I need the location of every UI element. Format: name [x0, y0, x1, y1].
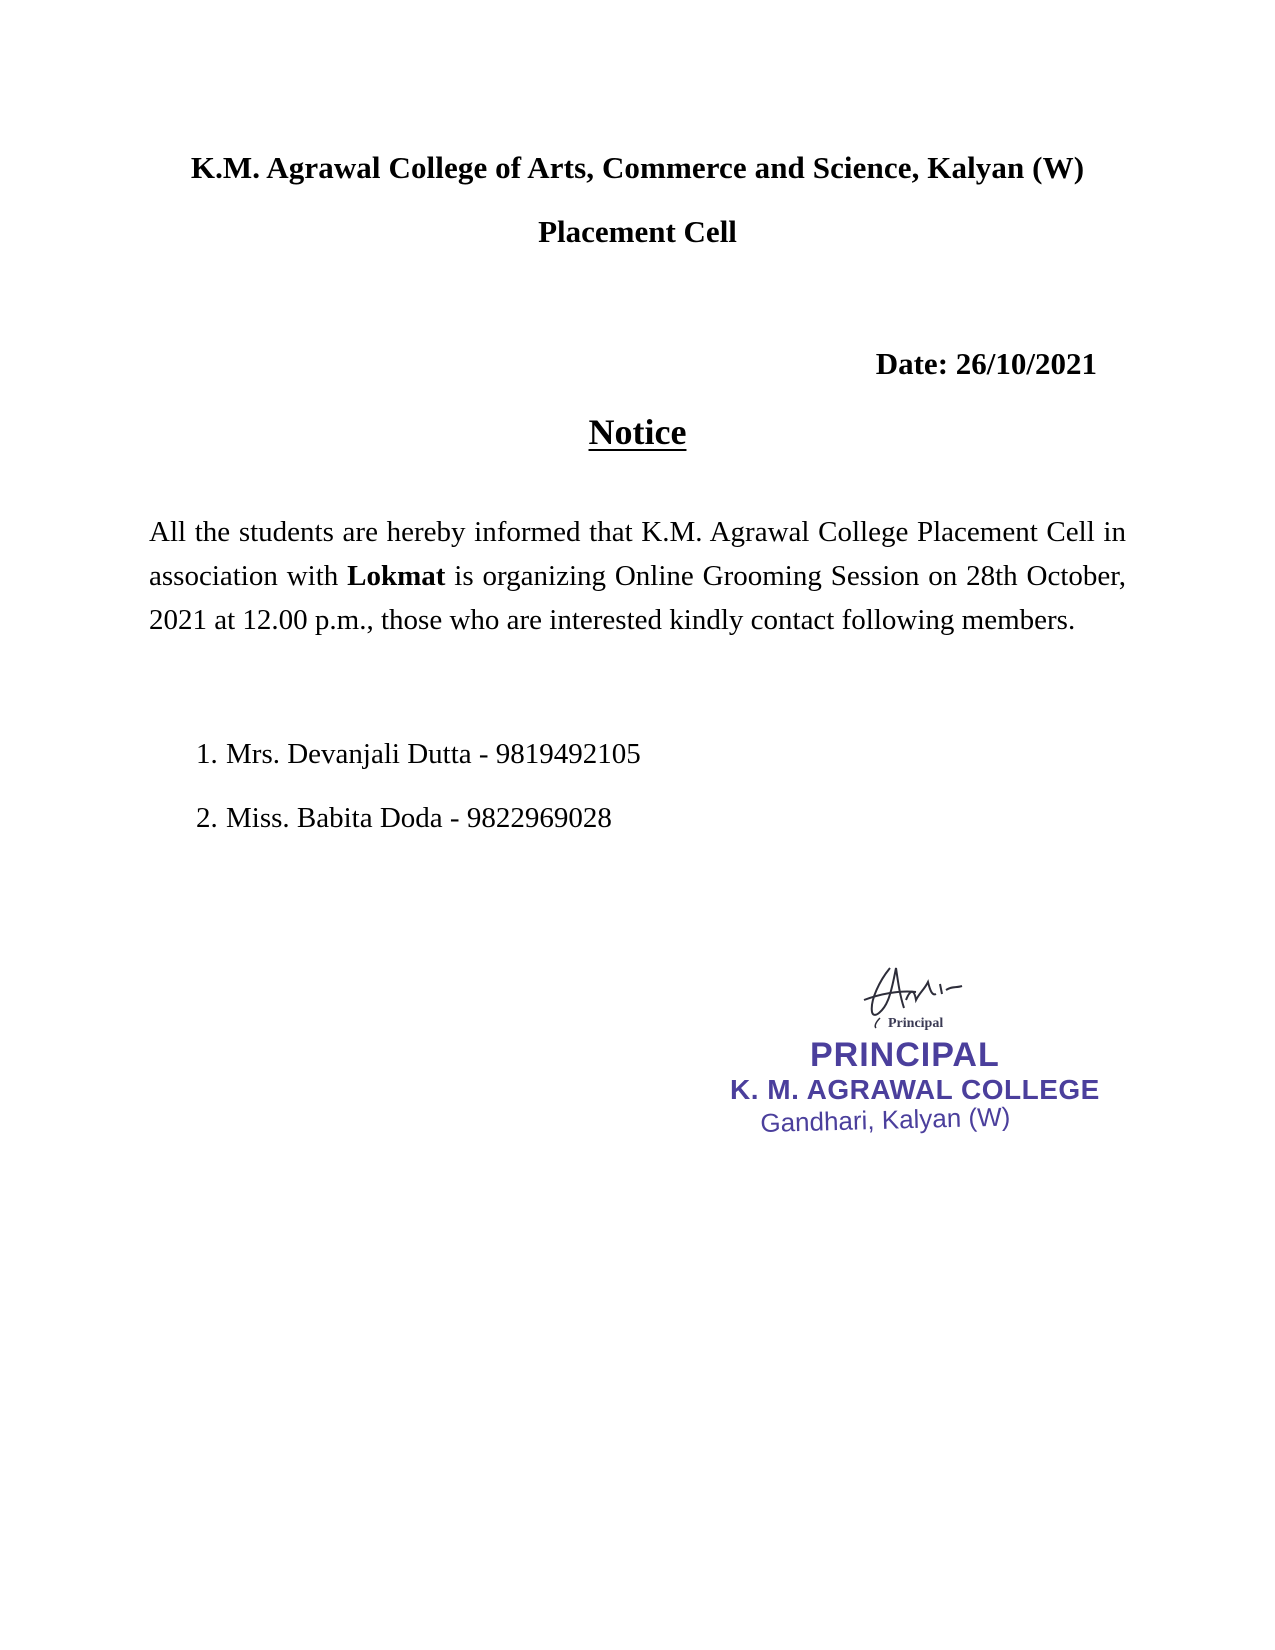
- notice-title: Notice: [588, 412, 687, 452]
- stamp-title: PRINCIPAL: [810, 1036, 1000, 1074]
- list-item: [196, 801, 641, 865]
- list-item: [196, 737, 641, 801]
- college-name: K.M. Agrawal College of Arts, Commerce and Science, Kalyan (W): [190, 150, 1085, 185]
- list-item-number: 1.: [196, 738, 218, 770]
- notice-date: Date: 26/10/2021: [875, 346, 1097, 381]
- cell-name: Placement Cell: [538, 214, 737, 249]
- partner-name: Lokmat: [347, 560, 446, 592]
- signature-label: Principal: [888, 1016, 944, 1031]
- signature-stamp: [730, 960, 1100, 1140]
- body-part-2: is organizing Online Grooming Session on 28th October, 2021 at 12.00 p.m., those who are interested kindly contact following members.: [149, 560, 1126, 636]
- notice-body: [149, 510, 1126, 642]
- list-item-text: Miss. Babita Doda - 9822969028: [226, 802, 612, 834]
- body-part-1: All the students are hereby informed that K.M. Agrawal College Placement Cell in association with: [149, 516, 1126, 592]
- list-item-number: 2.: [196, 802, 218, 834]
- stamp-location: Gandhari, Kalyan (W): [760, 1101, 1011, 1138]
- stamp-college: K. M. AGRAWAL COLLEGE: [730, 1074, 1100, 1105]
- member-list: [196, 737, 641, 865]
- list-item-text: Mrs. Devanjali Dutta - 9819492105: [226, 738, 641, 770]
